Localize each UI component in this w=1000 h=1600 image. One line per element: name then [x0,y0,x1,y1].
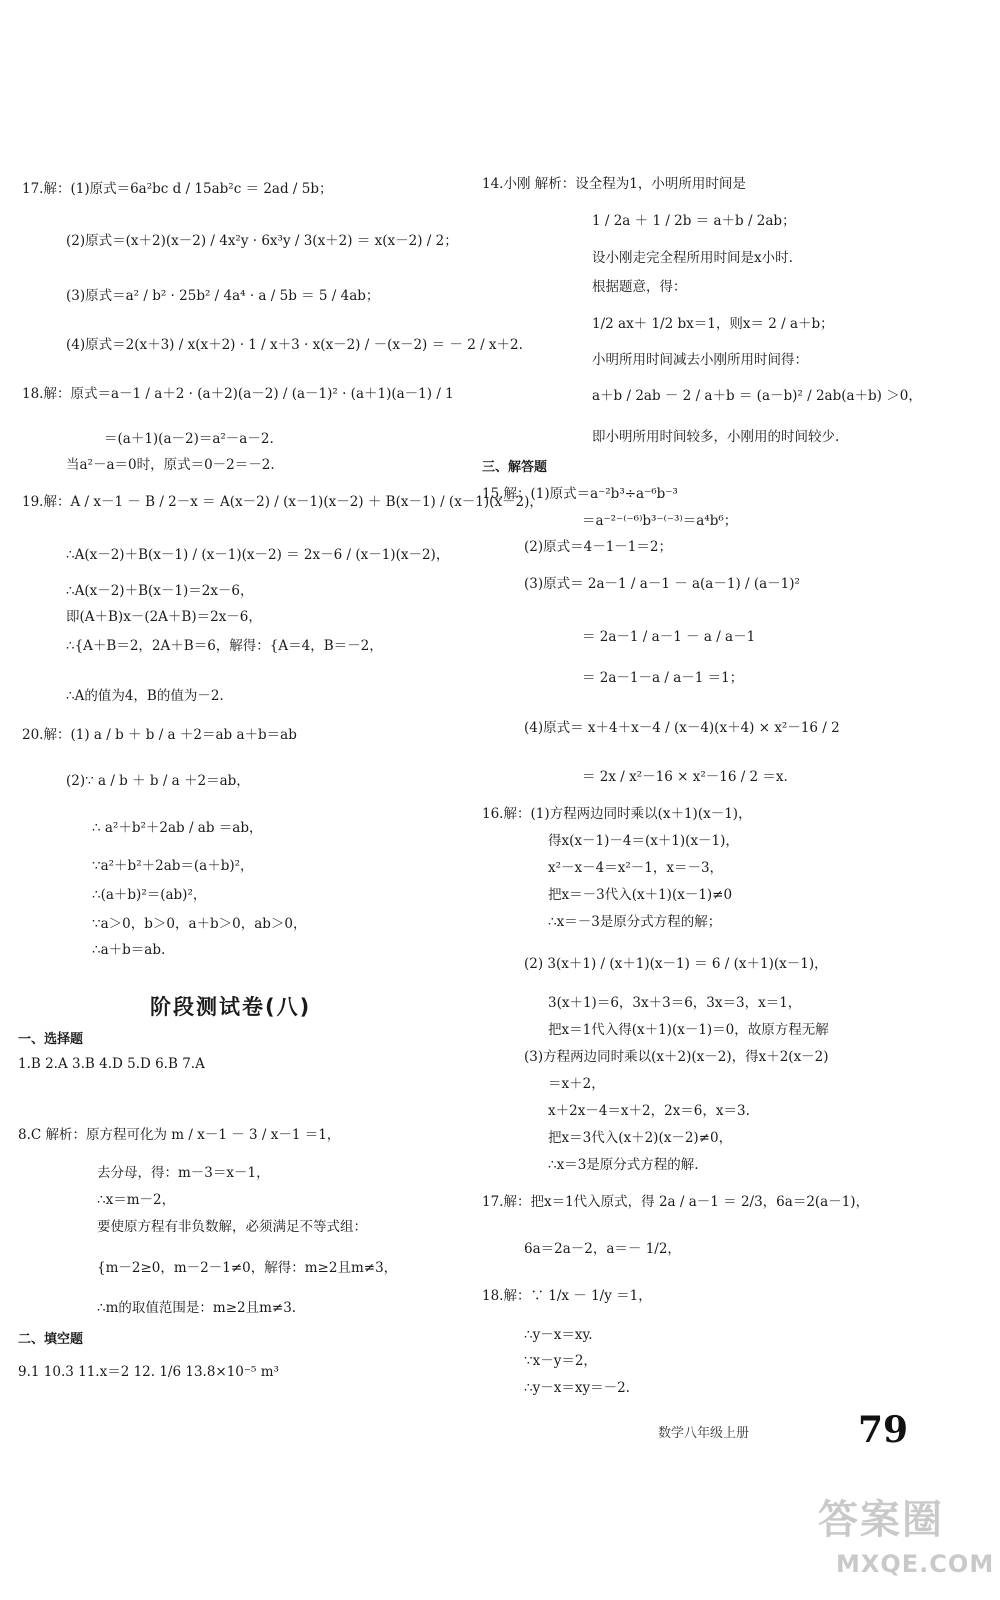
answer-line: 14.小刚 解析：设全程为1，小明所用时间是 [482,176,746,192]
answer-line: 19.解：A / x－1 － B / 2－x ＝ A(x－2) / (x－1)(x－2) ＋ B(x－1) / (x－1)(x－2)， [22,494,543,510]
answer-line: ＝a⁻²⁻⁽⁻⁶⁾b³⁻⁽⁻³⁾＝a⁴b⁶； [582,513,738,529]
answer-line: ∴y－x＝xy. [524,1327,593,1343]
answer-line: ∴(a＋b)²＝(ab)²， [92,887,207,903]
answer-line: ＝ 2a－1－a / a－1 ＝1； [582,670,744,686]
page-number: 79 [858,1409,909,1451]
answer-line: 15.解：(1)原式＝a⁻²b³÷a⁻⁶b⁻³ [482,486,678,502]
answer-line: 即(A＋B)x－(2A＋B)＝2x－6， [66,609,262,625]
section-heading-choice: 一、选择题 [18,1032,84,1047]
answer-line: ＝ 2x / x²－16 × x²－16 / 2 ＝x. [582,769,788,785]
answer-line: 1.B 2.A 3.B 4.D 5.D 6.B 7.A [18,1056,205,1072]
answer-line: (2) 3(x＋1) / (x＋1)(x－1) ＝ 6 / (x＋1)(x－1)， [524,956,828,972]
watermark-url: MXQE.COM [836,1550,995,1578]
answer-line: a＋b / 2ab － 2 / a＋b ＝ (a－b)² / 2ab(a＋b) ＞0， [592,388,922,404]
footer-book-title: 数学八年级上册 [658,1426,750,1441]
answer-line: 18.解：∵ 1/x － 1/y ＝1， [482,1288,652,1304]
answer-line: ＝(a＋1)(a－2)＝a²－a－2. [104,431,274,447]
answer-line: 17.解：把x＝1代入原式，得 2a / a－1 ＝ 2/3，6a＝2(a－1)， [482,1194,870,1210]
answer-line: 1 / 2a ＋ 1 / 2b ＝ a＋b / 2ab； [592,213,796,229]
answer-line: ∵a＞0，b＞0，a＋b＞0，ab＞0， [92,916,307,932]
answer-line: x＋2x－4＝x＋2，2x＝6，x＝3. [548,1103,750,1119]
answer-line: ∴ a²＋b²＋2ab / ab ＝ab， [92,820,263,836]
answer-line: ＝x＋2， [548,1076,605,1092]
answer-line: {m－2≥0，m－2－1≠0，解得：m≥2且m≠3， [97,1260,398,1276]
answer-line: ∴a＋b＝ab. [92,942,166,958]
answer-line: ∴y－x＝xy＝－2. [524,1380,630,1396]
answer-line: 去分母，得：m－3＝x－1， [97,1165,270,1181]
answer-line: ∴A的值为4，B的值为－2. [66,688,224,704]
answer-line: ∴x＝－3是原分式方程的解； [548,914,722,930]
page-title: 阶段测试卷(八) [150,995,312,1019]
answer-line: 把x＝1代入得(x＋1)(x－1)＝0，故原方程无解 [548,1022,829,1038]
section-heading-fill: 二、填空题 [18,1332,84,1347]
answer-line: 根据题意，得： [592,279,687,295]
answer-line: 当a²－a＝0时，原式＝0－2＝－2. [66,457,275,473]
answer-line: 1/2 ax＋ 1/2 bx＝1，则x＝ 2 / a＋b； [592,316,834,332]
answer-line: 小明所用时间减去小刚所用时间得： [592,352,808,368]
answer-line: ∴A(x－2)＋B(x－1)＝2x－6， [66,583,254,599]
answer-line: (3)原式＝a² / b² · 25b² / 4a⁴ · a / 5b ＝ 5 / 4ab； [66,288,380,304]
answer-line: 6a＝2a－2，a＝－ 1/2， [524,1241,681,1257]
answer-line: (4)原式＝2(x＋3) / x(x＋2) · 1 / x＋3 · x(x－2) / －(x－2) ＝ － 2 / x＋2. [66,337,523,353]
answer-line: (4)原式＝ x＋4＋x－4 / (x－4)(x＋4) × x²－16 / 2 [524,720,840,736]
answer-line: ∴m的取值范围是：m≥2且m≠3. [97,1300,297,1316]
section-heading-answer: 三、解答题 [482,460,548,475]
answer-line: (2)原式＝4－1－1＝2； [524,539,672,555]
answer-line: 设小刚走完全程所用时间是x小时. [592,250,793,266]
answer-line: (2)∵ a / b ＋ b / a ＋2＝ab， [66,773,250,789]
answer-line: ∴x＝m－2， [97,1192,176,1208]
answer-line: 20.解：(1) a / b ＋ b / a ＋2＝ab a＋b＝ab [22,727,297,743]
watermark-logo: 答案圈 [818,1497,944,1543]
answer-line: x²－x－4＝x²－1，x＝－3， [548,860,724,876]
answer-line: 要使原方程有非负数解，必须满足不等式组： [97,1219,367,1235]
answer-line: (3)原式＝ 2a－1 / a－1 － a(a－1) / (a－1)² [524,576,800,592]
answer-line: ＝ 2a－1 / a－1 － a / a－1 [582,629,756,645]
answer-line: 8.C 解析：原方程可化为 m / x－1 － 3 / x－1 ＝1， [18,1127,341,1143]
answer-line: 17.解：(1)原式＝6a²bc d / 15ab²c ＝ 2ad / 5b； [22,181,333,197]
answer-line: 即小明所用时间较多，小刚用的时间较少. [592,429,840,445]
answer-line: 得x(x－1)－4＝(x＋1)(x－1)， [548,833,739,849]
answer-line: 16.解：(1)方程两边同时乘以(x＋1)(x－1)， [482,806,752,822]
answer-line: 3(x＋1)＝6，3x＋3＝6，3x＝3，x＝1， [548,995,802,1011]
answer-line: 18.解：原式＝a－1 / a＋2 · (a＋2)(a－2) / (a－1)² · (a＋1)(a－1) / 1 [22,386,454,402]
answer-line: ∴A(x－2)＋B(x－1) / (x－1)(x－2) ＝ 2x－6 / (x－1)(x－2)， [66,547,450,563]
answer-line: (3)方程两边同时乘以(x＋2)(x－2)，得x＋2(x－2) [524,1049,829,1065]
answer-line: ∵a²＋b²＋2ab＝(a＋b)²， [92,858,254,874]
answer-line: 把x＝3代入(x＋2)(x－2)≠0， [548,1130,733,1146]
answer-line: ∴x＝3是原分式方程的解. [548,1157,699,1173]
answer-line: (2)原式＝(x＋2)(x－2) / 4x²y · 6x³y / 3(x＋2) ＝ x(x－2) / 2； [66,233,458,249]
answer-line: ∴{A＋B＝2，2A＋B＝6，解得：{A＝4，B＝－2， [66,638,383,654]
answer-line: 把x＝－3代入(x＋1)(x－1)≠0 [548,887,733,903]
answer-line: 9.1 10.3 11.x＝2 12. 1/6 13.8×10⁻⁵ m³ [18,1364,279,1380]
answer-line: ∵x－y＝2， [524,1353,597,1369]
